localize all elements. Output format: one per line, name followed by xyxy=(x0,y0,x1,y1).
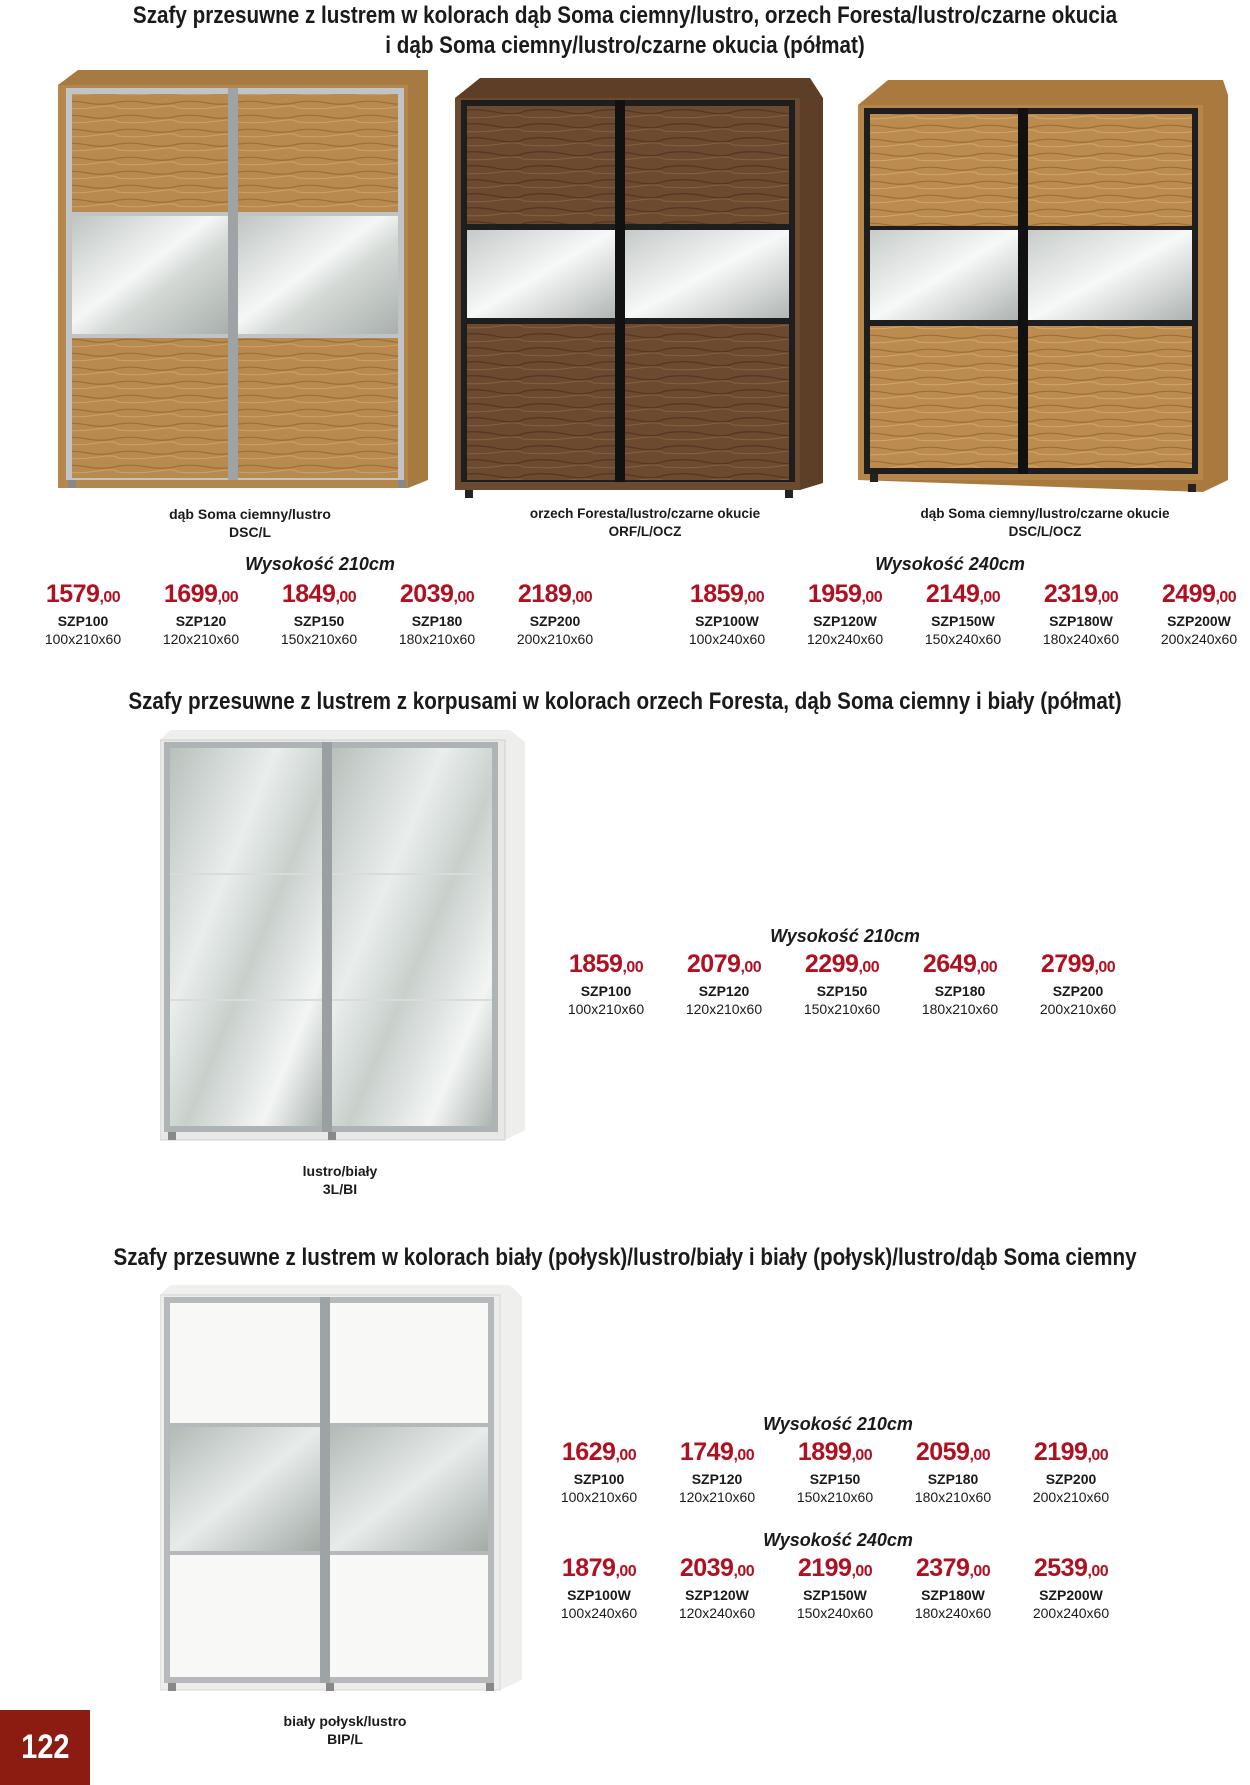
price-amount xyxy=(378,580,496,612)
product-5-code: BIP/L xyxy=(327,1731,363,1747)
model-code: SZP120 xyxy=(175,613,227,629)
model-code: SZP100W xyxy=(567,1587,631,1603)
product-5-label xyxy=(225,1712,465,1748)
dimensions: 120x210x60 xyxy=(685,1001,763,1017)
price-integer: 2319 xyxy=(1043,580,1098,608)
price-item xyxy=(1019,950,1137,1018)
page-number-box xyxy=(0,1710,90,1785)
price-amount xyxy=(668,580,786,612)
price-cents: ,00 xyxy=(1215,589,1237,606)
price-item xyxy=(894,1554,1012,1622)
price-cents: ,00 xyxy=(571,589,593,606)
price-integer: 2499 xyxy=(1161,580,1216,608)
section-1-height-210: Wysokość 210cm xyxy=(245,554,395,574)
dimensions: 180x210x60 xyxy=(398,631,476,647)
price-cents: ,00 xyxy=(976,959,998,976)
price-amount xyxy=(904,580,1022,612)
model-code: SZP200 xyxy=(1052,983,1104,999)
price-integer: 1749 xyxy=(679,1438,734,1466)
price-item xyxy=(658,1554,776,1622)
price-cents: ,00 xyxy=(453,589,475,606)
price-item xyxy=(894,1438,1012,1506)
model-code: SZP150W xyxy=(931,613,995,629)
price-integer: 2059 xyxy=(915,1438,970,1466)
price-cents: ,00 xyxy=(99,589,121,606)
dimensions: 100x240x60 xyxy=(560,1605,638,1621)
price-cents: ,00 xyxy=(969,1563,991,1580)
price-integer: 2299 xyxy=(804,950,859,978)
dimensions: 180x240x60 xyxy=(1042,631,1120,647)
dimensions: 120x210x60 xyxy=(678,1489,756,1505)
model-code: SZP100W xyxy=(695,613,759,629)
price-amount xyxy=(786,580,904,612)
wardrobe-image-3l-bi xyxy=(160,730,530,1150)
price-item xyxy=(786,580,904,648)
price-cents: ,00 xyxy=(1087,1447,1109,1464)
price-amount xyxy=(1022,580,1140,612)
price-item xyxy=(1012,1438,1130,1506)
section-3-title: Szafy przesuwne z lustrem w kolorach biały (połysk)/lustro/biały i biały (połysk)/lustro/dąb Soma ciemny xyxy=(113,1244,1137,1271)
price-cents: ,00 xyxy=(733,1563,755,1580)
section-1-height-240: Wysokość 240cm xyxy=(875,554,1025,574)
price-integer: 2539 xyxy=(1033,1554,1088,1582)
model-code: SZP120 xyxy=(691,1471,743,1487)
model-code: SZP200 xyxy=(529,613,581,629)
product-4-label xyxy=(230,1162,450,1198)
price-amount xyxy=(1140,580,1250,612)
model-code: SZP180 xyxy=(411,613,463,629)
section-1-title-line-2: i dąb Soma ciemny/lustro/czarne okucia (półmat) xyxy=(385,32,865,59)
price-cents: ,00 xyxy=(740,959,762,976)
price-amount xyxy=(658,1554,776,1586)
price-amount xyxy=(260,580,378,612)
price-integer: 2149 xyxy=(925,580,980,608)
model-code: SZP200 xyxy=(1045,1471,1097,1487)
price-integer: 2379 xyxy=(915,1554,970,1582)
section-3-height-210: Wysokość 210cm xyxy=(763,1414,913,1434)
price-cents: ,00 xyxy=(851,1563,873,1580)
page-number: 122 xyxy=(20,1728,70,1766)
dimensions: 180x210x60 xyxy=(914,1489,992,1505)
price-amount xyxy=(1012,1554,1130,1586)
price-integer: 2079 xyxy=(686,950,741,978)
price-cents: ,00 xyxy=(615,1563,637,1580)
price-cents: ,00 xyxy=(851,1447,873,1464)
model-code: SZP180 xyxy=(927,1471,979,1487)
price-integer: 2199 xyxy=(797,1554,852,1582)
price-amount xyxy=(1012,1438,1130,1470)
price-item xyxy=(783,950,901,1018)
price-cents: ,00 xyxy=(979,589,1001,606)
product-1-name: dąb Soma ciemny/lustro xyxy=(169,506,331,522)
price-amount xyxy=(658,1438,776,1470)
model-code: SZP100 xyxy=(573,1471,625,1487)
price-item xyxy=(1140,580,1250,648)
price-integer: 1849 xyxy=(281,580,336,608)
price-item xyxy=(1012,1554,1130,1622)
dimensions: 100x210x60 xyxy=(567,1001,645,1017)
product-3-label xyxy=(890,505,1200,541)
dimensions: 150x240x60 xyxy=(796,1605,874,1621)
price-integer: 1859 xyxy=(568,950,623,978)
price-item xyxy=(904,580,1022,648)
price-item xyxy=(547,950,665,1018)
price-integer: 1859 xyxy=(689,580,744,608)
price-integer: 2799 xyxy=(1040,950,1095,978)
price-amount xyxy=(24,580,142,612)
model-code: SZP120W xyxy=(813,613,877,629)
dimensions: 200x210x60 xyxy=(1039,1001,1117,1017)
price-item xyxy=(378,580,496,648)
dimensions: 150x210x60 xyxy=(796,1489,874,1505)
price-item xyxy=(658,1438,776,1506)
price-item xyxy=(776,1438,894,1506)
model-code: SZP150W xyxy=(803,1587,867,1603)
model-code: SZP120W xyxy=(685,1587,749,1603)
wardrobe-image-dsc-l-ocz xyxy=(858,80,1233,500)
model-code: SZP150 xyxy=(293,613,345,629)
price-amount xyxy=(1019,950,1137,982)
section-2-height-210: Wysokość 210cm xyxy=(770,926,920,946)
price-integer: 2039 xyxy=(399,580,454,608)
price-integer: 2189 xyxy=(517,580,572,608)
section-1-title-line-1: Szafy przesuwne z lustrem w kolorach dąb Soma ciemny/lustro, orzech Foresta/lustro/czarne okucia xyxy=(132,2,1118,29)
dimensions: 100x240x60 xyxy=(688,631,766,647)
price-integer: 1629 xyxy=(561,1438,616,1466)
price-integer: 1959 xyxy=(807,580,862,608)
model-code: SZP150 xyxy=(809,1471,861,1487)
product-2-code: ORF/L/OCZ xyxy=(608,524,682,539)
price-integer: 2199 xyxy=(1033,1438,1088,1466)
wardrobe-image-bip-l xyxy=(160,1285,530,1705)
price-item xyxy=(24,580,142,648)
section-2-title: Szafy przesuwne z lustrem z korpusami w kolorach orzech Foresta, dąb Soma ciemny i biały (półmat) xyxy=(128,688,1122,715)
price-integer: 2649 xyxy=(922,950,977,978)
price-cents: ,00 xyxy=(622,959,644,976)
price-integer: 2039 xyxy=(679,1554,734,1582)
price-item xyxy=(901,950,1019,1018)
price-item xyxy=(665,950,783,1018)
model-code: SZP100 xyxy=(580,983,632,999)
price-amount xyxy=(496,580,614,612)
dimensions: 120x210x60 xyxy=(162,631,240,647)
price-integer: 1879 xyxy=(561,1554,616,1582)
product-4-code: 3L/BI xyxy=(322,1181,358,1197)
section-3-height-240: Wysokość 240cm xyxy=(763,1530,913,1550)
price-cents: ,00 xyxy=(969,1447,991,1464)
price-cents: ,00 xyxy=(1087,1563,1109,1580)
price-amount xyxy=(901,950,1019,982)
price-item xyxy=(540,1554,658,1622)
product-5-name: biały połysk/lustro xyxy=(283,1713,407,1729)
dimensions: 180x210x60 xyxy=(921,1001,999,1017)
dimensions: 200x240x60 xyxy=(1160,631,1238,647)
price-item xyxy=(540,1438,658,1506)
price-integer: 1579 xyxy=(45,580,100,608)
price-cents: ,00 xyxy=(733,1447,755,1464)
price-amount xyxy=(776,1554,894,1586)
price-amount xyxy=(547,950,665,982)
dimensions: 180x240x60 xyxy=(914,1605,992,1621)
price-integer: 1899 xyxy=(797,1438,852,1466)
dimensions: 100x210x60 xyxy=(44,631,122,647)
price-item xyxy=(1022,580,1140,648)
model-code: SZP180W xyxy=(921,1587,985,1603)
wardrobe-image-dsc-l xyxy=(58,70,438,490)
price-cents: ,00 xyxy=(1097,589,1119,606)
dimensions: 120x240x60 xyxy=(806,631,884,647)
price-cents: ,00 xyxy=(217,589,239,606)
product-2-label xyxy=(500,505,790,541)
product-1-code: DSC/L xyxy=(229,524,271,540)
price-cents: ,00 xyxy=(1094,959,1116,976)
price-amount xyxy=(142,580,260,612)
model-code: SZP100 xyxy=(57,613,109,629)
price-cents: ,00 xyxy=(858,959,880,976)
dimensions: 120x240x60 xyxy=(678,1605,756,1621)
price-item xyxy=(668,580,786,648)
product-3-code: DSC/L/OCZ xyxy=(1008,524,1082,539)
price-cents: ,00 xyxy=(861,589,883,606)
product-2-name: orzech Foresta/lustro/czarne okucie xyxy=(529,506,761,521)
dimensions: 200x240x60 xyxy=(1032,1605,1110,1621)
price-amount xyxy=(665,950,783,982)
product-1-label xyxy=(120,505,380,541)
dimensions: 150x210x60 xyxy=(803,1001,881,1017)
wardrobe-image-orf-l-ocz xyxy=(455,78,825,498)
model-code: SZP200W xyxy=(1039,1587,1103,1603)
price-cents: ,00 xyxy=(335,589,357,606)
price-item xyxy=(496,580,614,648)
price-amount xyxy=(894,1554,1012,1586)
price-item xyxy=(776,1554,894,1622)
product-4-name: lustro/biały xyxy=(302,1163,378,1179)
model-code: SZP180W xyxy=(1049,613,1113,629)
price-amount xyxy=(540,1554,658,1586)
model-code: SZP120 xyxy=(698,983,750,999)
price-amount xyxy=(540,1438,658,1470)
price-amount xyxy=(894,1438,1012,1470)
dimensions: 200x210x60 xyxy=(1032,1489,1110,1505)
dimensions: 150x240x60 xyxy=(924,631,1002,647)
product-3-name: dąb Soma ciemny/lustro/czarne okucie xyxy=(920,506,1170,521)
price-cents: ,00 xyxy=(743,589,765,606)
model-code: SZP200W xyxy=(1167,613,1231,629)
price-item xyxy=(142,580,260,648)
price-item xyxy=(260,580,378,648)
price-amount xyxy=(776,1438,894,1470)
price-integer: 1699 xyxy=(163,580,218,608)
price-cents: ,00 xyxy=(615,1447,637,1464)
model-code: SZP150 xyxy=(816,983,868,999)
price-amount xyxy=(783,950,901,982)
dimensions: 100x210x60 xyxy=(560,1489,638,1505)
dimensions: 200x210x60 xyxy=(516,631,594,647)
dimensions: 150x210x60 xyxy=(280,631,358,647)
model-code: SZP180 xyxy=(934,983,986,999)
